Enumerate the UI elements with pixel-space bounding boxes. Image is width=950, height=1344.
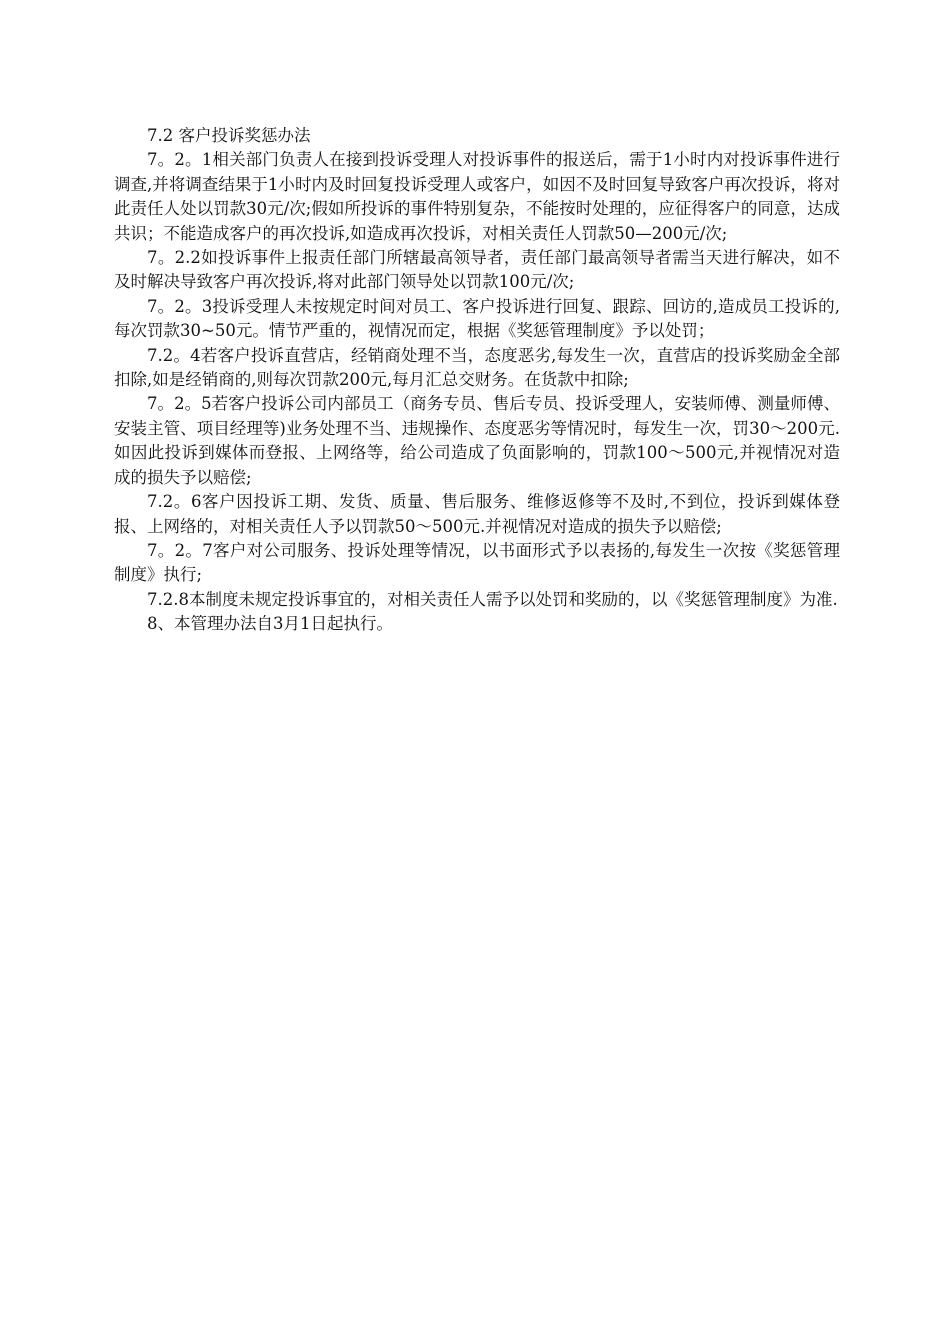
clause-7-2-6: 7.2。6客户因投诉工期、发货、质量、售后服务、维修返修等不及时,不到位，投诉到媒体登报、上网络的，对相关责任人予以罚款50～500元.并视情况对造成的损失予以赔偿; [114, 492, 840, 536]
clause-7-2-2: 7。2.2如投诉事件上报责任部门所辖最高领导者，责任部门最高领导者需当天进行解决，如不及时解决导致客户再次投诉,将对此部门领导处以罚款100元/次; [114, 248, 840, 292]
clause-7-2-4: 7.2。4若客户投诉直营店，经销商处理不当，态度恶劣,每发生一次，直营店的投诉奖励金全部扣除,如是经销商的,则每次罚款200元,每月汇总交财务。在货款中扣除; [114, 345, 840, 390]
document-page [114, 124, 840, 637]
section-heading: 7.2 客户投诉奖惩办法 [147, 126, 311, 145]
clause-7-2-7: 7。2。7客户对公司服务、投诉处理等情况，以书面形式予以表扬的,每发生一次按《奖惩管理制度》执行; [114, 540, 840, 585]
clause-7-2-3: 7。2。3投诉受理人未按规定时间对员工、客户投诉进行回复、跟踪、回访的,造成员工投诉的,每次罚款30~50元。情节严重的，视情况而定，根据《奖惩管理制度》予以处罚； [114, 296, 840, 341]
clause-8: 8、本管理办法自3月1日起执行。 [147, 614, 393, 634]
clause-7-2-8: 7.2.8本制度未规定投诉事宜的，对相关责任人需予以处罚和奖励的，以《奖惩管理制度》为准. [147, 589, 838, 609]
clause-7-2-1: 7。2。1相关部门负责人在接到投诉受理人对投诉事件的报送后，需于1小时内对投诉事件进行调查,并将调查结果于1小时内及时回复投诉受理人或客户，如因不及时回复导致客户再次投诉，将对此责任人处以罚款30元/次;假如所投诉的事件特别复杂，不能按时处理的，应征得客户的同意，达成共识；不能造成客户的再次投诉,如造成再次投诉，对相关责任人罚款50—200元/次; [114, 150, 840, 243]
clause-7-2-5: 7。2。5若客户投诉公司内部员工（商务专员、售后专员、投诉受理人，安装师傅、测量师傅、安装主管、项目经理等)业务处理不当、违规操作、态度恶劣等情况时，每发生一次，罚30～200元.如因此投诉到媒体而登报、上网络等，给公司造成了负面影响的，罚款100～500元,并视情况对造成的损失予以赔偿; [114, 394, 840, 487]
